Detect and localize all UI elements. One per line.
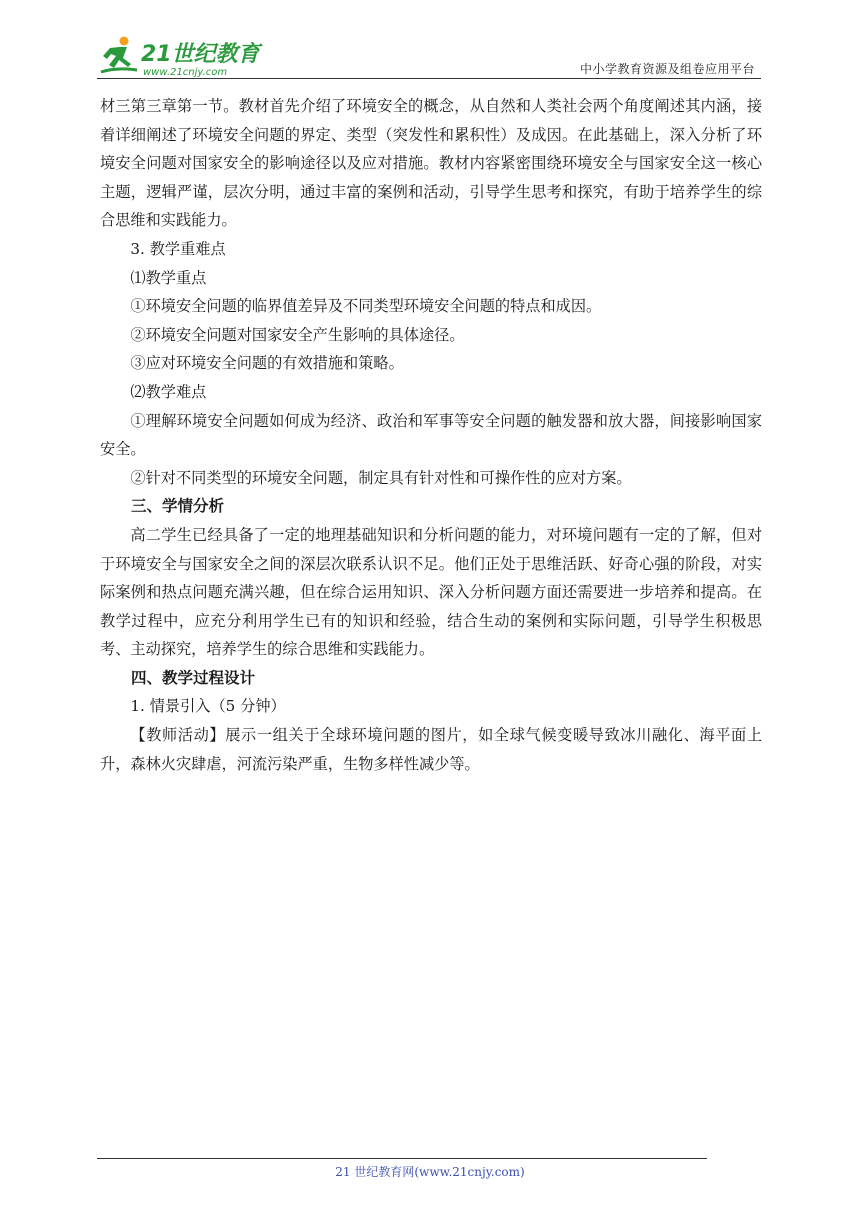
runner-logo-icon	[97, 34, 267, 78]
list-item: ①理解环境安全问题如何成为经济、政治和军事等安全问题的触发器和放大器，间接影响国家安全。	[100, 411, 762, 459]
paragraph-learner-analysis: 高二学生已经具备了一定的地理基础知识和分析问题的能力，对环境问题有一定的了解，但对于环境安全与国家安全之间的深层次联系认识不足。他们正处于思维活跃、好奇心强的阶段，对实际案例和热点问题充满兴趣，但在综合运用知识、深入分析问题方面还需要进一步培养和提高。在教学过程中，应充分利用学生已有的知识和经验，结合生动的案例和实际问题，引导学生积极思考、主动探究，培养学生的综合思维和实践能力。	[100, 525, 762, 659]
logo-url-text: www.21cnjy.com	[143, 67, 228, 78]
paragraph-teacher-activity: 【教师活动】展示一组关于全球环境问题的图片，如全球气候变暖导致冰川融化、海平面上升，森林火灾肆虐，河流污染严重，生物多样性减少等。	[100, 726, 762, 773]
section-heading-process-design: 四、教学过程设计	[131, 668, 256, 687]
subheading-teaching-difficulty: ⑵教学难点	[130, 382, 207, 401]
page-footer: 21 世纪教育网(www.21cnjy.com)	[335, 1165, 525, 1179]
list-item: ②针对不同类型的环境安全问题，制定具有针对性和可操作性的应对方案。	[130, 468, 632, 487]
site-logo	[97, 34, 267, 78]
platform-name: 中小学教育资源及组卷应用平台	[579, 62, 755, 76]
logo-main-text: 21世纪教育	[141, 42, 260, 67]
section-heading-learner-analysis: 三、学情分析	[131, 497, 225, 516]
list-item: ①环境安全问题的临界值差异及不同类型环境安全问题的特点和成因。	[130, 297, 602, 316]
list-item: ②环境安全问题对国家安全产生影响的具体途径。	[130, 325, 465, 344]
paragraph-intro: 材三第三章第一节。教材首先介绍了环境安全的概念，从自然和人类社会两个角度阐述其内涵，接着详细阐述了环境安全问题的界定、类型（突发性和累积性）及成因。在此基础上，深入分析了环境安全问题对国家安全的影响途径以及应对措施。教材内容紧密围绕环境安全与国家安全这一核心主题，逻辑严谨，层次分明，通过丰富的案例和活动，引导学生思考和探究，有助于培养学生的综合思维和实践能力。	[100, 97, 762, 230]
page-header	[97, 30, 761, 80]
document-body	[100, 92, 762, 778]
subheading-scene-intro: 1. 情景引入（5 分钟）	[130, 697, 286, 716]
subheading-teaching-focus: ⑴教学重点	[130, 268, 207, 287]
section-heading-key-points: 3. 教学重难点	[130, 239, 226, 258]
footer-divider	[97, 1158, 707, 1159]
list-item: ③应对环境安全问题的有效措施和策略。	[130, 354, 404, 373]
header-divider	[97, 78, 761, 79]
